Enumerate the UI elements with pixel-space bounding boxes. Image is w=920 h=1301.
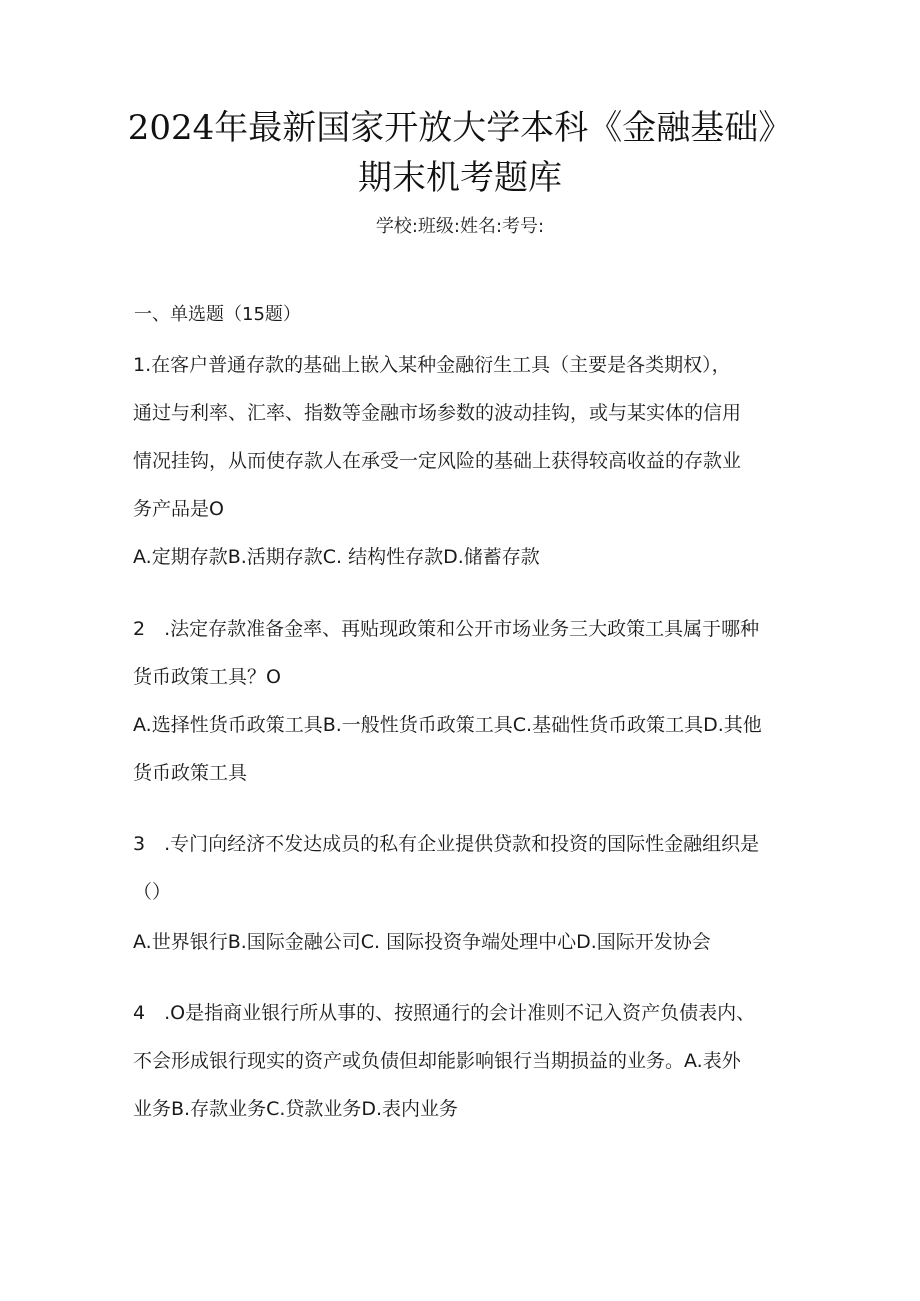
question-1-options: A.定期存款B.活期存款C. 结构性存款D.储蓄存款 (133, 546, 540, 568)
document-title-line-2: 期末机考题库 (358, 158, 562, 198)
document-title-line-1: 2024年最新国家开放大学本科《金融基础》 (127, 108, 793, 148)
question-4-line-2: 不会形成银行现实的资产或负债但却能影响银行当期损益的业务。A.表外 (133, 1050, 741, 1072)
question-3-options: A.世界银行B.国际金融公司C. 国际投资争端处理中心D.国际开发协会 (133, 931, 711, 953)
question-1-line-3: 情况挂钩，从而使存款人在承受一定风险的基础上获得较高收益的存款业 (133, 450, 742, 472)
student-info-line: 学校:班级:姓名:考号: (375, 216, 545, 237)
question-3-line-1: 3 .专门向经济不发达成员的私有企业提供贷款和投资的国际性金融组织是 (133, 833, 760, 855)
question-2-options-line-1: A.选择性货币政策工具B.一般性货币政策工具C.基础性货币政策工具D.其他 (133, 714, 762, 736)
question-2-options-line-2: 货币政策工具 (133, 762, 248, 784)
question-3-line-2: （） (133, 881, 172, 903)
question-2-line-2: 货币政策工具？O (133, 666, 281, 688)
question-1-line-4: 务产品是O (133, 498, 224, 520)
question-1-line-2: 通过与利率、汇率、指数等金融市场参数的波动挂钩，或与某实体的信用 (133, 402, 742, 424)
section-heading: 一、单选题（15题） (134, 304, 301, 325)
question-4-line-1: 4 .O是指商业银行所从事的、按照通行的会计准则不记入资产负债表内、 (133, 1002, 756, 1024)
question-1-line-1: 1.在客户普通存款的基础上嵌入某种金融衍生工具（主要是各类期权）， (133, 354, 731, 376)
question-2-line-1: 2 .法定存款准备金率、再贴现政策和公开市场业务三大政策工具属于哪种 (133, 618, 760, 640)
question-4-line-3: 业务B.存款业务C.贷款业务D.表内业务 (133, 1098, 459, 1120)
